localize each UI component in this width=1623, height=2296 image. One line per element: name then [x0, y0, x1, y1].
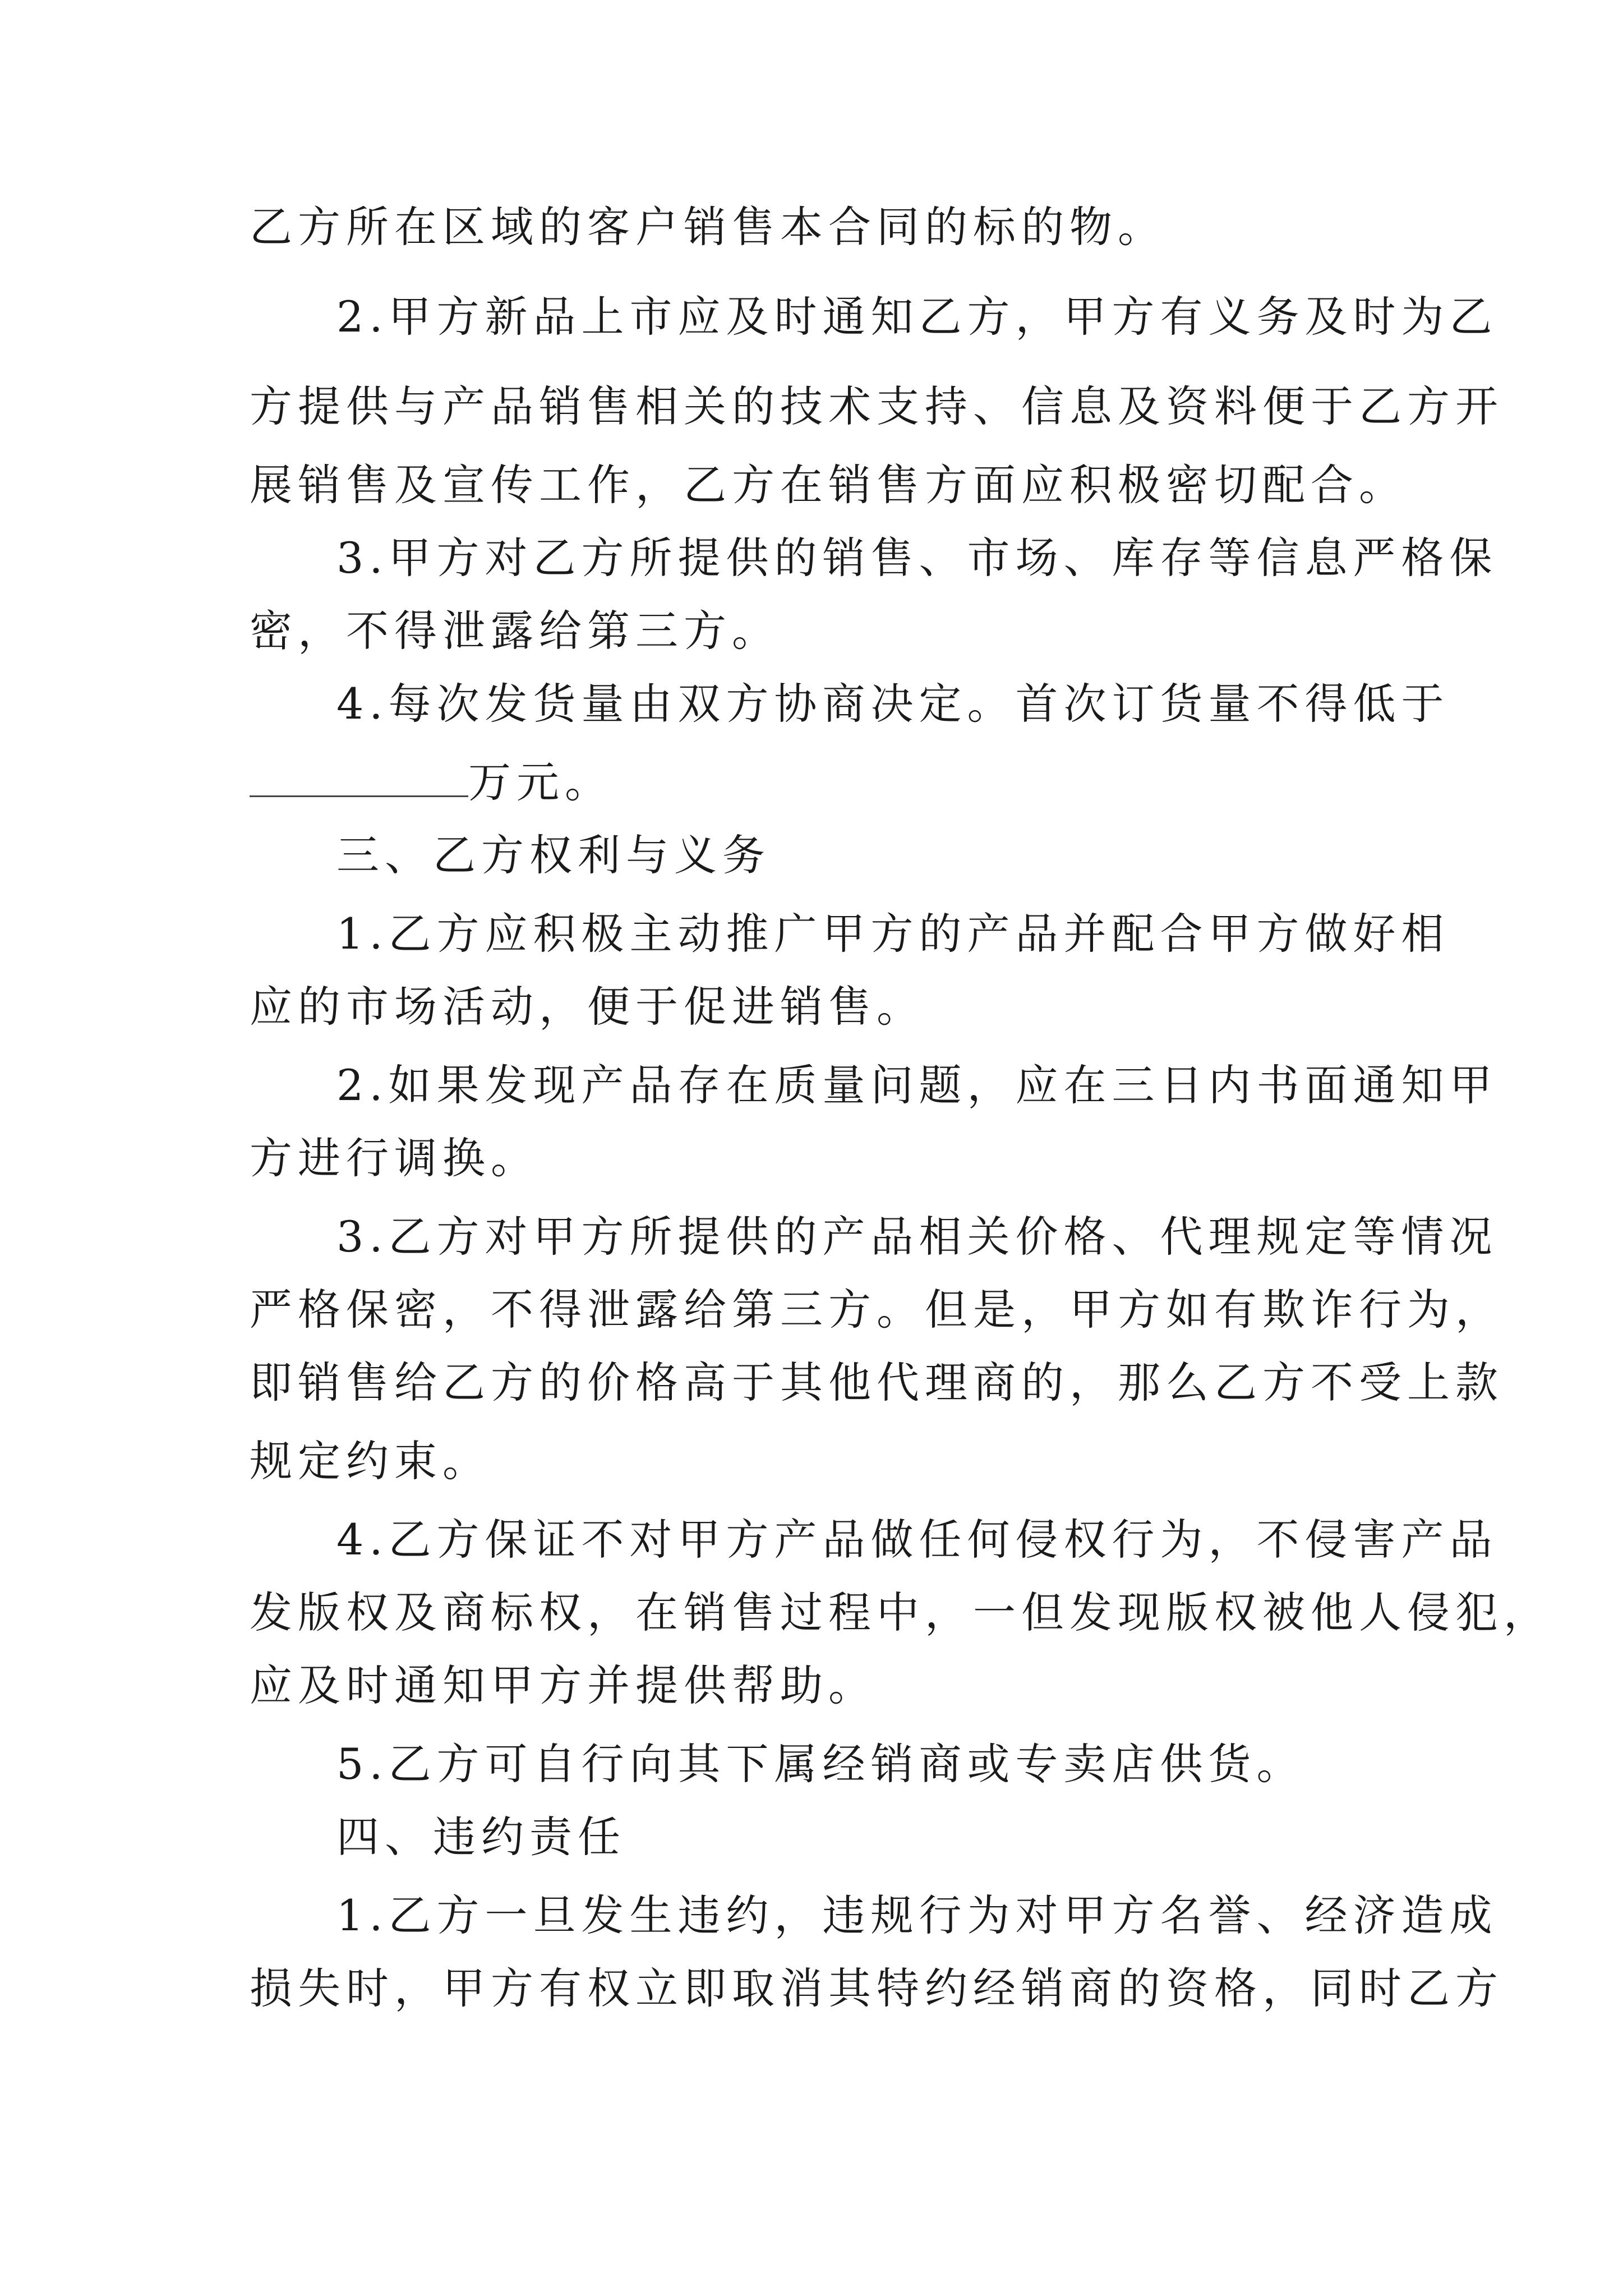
text-line: 密，不得泄露给第三方。 — [250, 606, 780, 656]
text-line: 3.甲方对乙方所提供的销售、市场、库存等信息严格保 — [336, 533, 1498, 583]
text-line: 3.乙方对甲方所提供的产品相关价格、代理规定等情况 — [336, 1212, 1498, 1262]
text-line: 规定约束。 — [250, 1436, 491, 1486]
text-line: 严格保密，不得泄露给第三方。但是，甲方如有欺诈行为， — [250, 1285, 1504, 1335]
text-line: 2.如果发现产品存在质量问题，应在三日内书面通知甲 — [336, 1060, 1498, 1110]
text-line: 方提供与产品销售相关的技术支持、信息及资料便于乙方开 — [250, 381, 1504, 431]
text-line: 5.乙方可自行向其下属经销商或专卖店供货。 — [336, 1739, 1305, 1789]
text-line: 方进行调换。 — [250, 1133, 539, 1183]
text-line: 应及时通知甲方并提供帮助。 — [250, 1660, 877, 1710]
section-heading: 四、违约责任 — [336, 1812, 626, 1862]
text-line: 4.乙方保证不对甲方产品做任何侵权行为，不侵害产品 — [336, 1515, 1498, 1565]
text-line: 2.甲方新品上市应及时通知乙方，甲方有义务及时为乙 — [336, 292, 1498, 342]
text-line-with-blank — [250, 740, 1396, 825]
text-line: 损失时，甲方有权立即取消其特约经销商的资格，同时乙方 — [250, 1963, 1504, 2013]
section-heading: 三、乙方权利与义务 — [336, 830, 771, 880]
text-line: 发版权及商标权，在销售过程中，一但发现版权被他人侵犯， — [250, 1588, 1552, 1637]
text-line: 1.乙方应积极主动推广甲方的产品并配合甲方做好相 — [336, 909, 1450, 959]
text-line: 应的市场活动，便于促进销售。 — [250, 982, 925, 1032]
text-fragment: 万元。 — [468, 757, 613, 807]
text-line: 1.乙方一旦发生违约，违规行为对甲方名誉、经济造成 — [336, 1890, 1498, 1940]
text-line: 展销售及宣传工作，乙方在销售方面应积极密切配合。 — [250, 460, 1407, 510]
text-line: 即销售给乙方的价格高于其他代理商的，那么乙方不受上款 — [250, 1358, 1504, 1407]
fill-in-blank — [250, 762, 468, 797]
text-line: 4.每次发货量由双方协商决定。首次订货量不得低于 — [336, 679, 1450, 729]
text-line: 乙方所在区域的客户销售本合同的标的物。 — [250, 202, 1166, 252]
